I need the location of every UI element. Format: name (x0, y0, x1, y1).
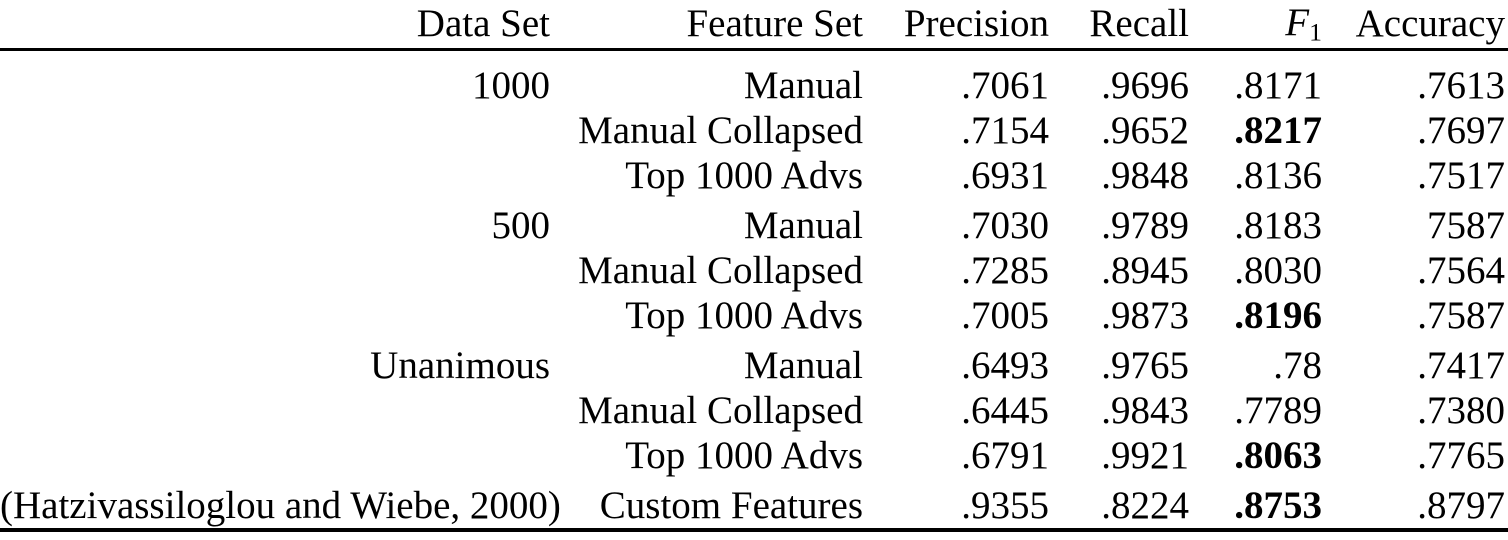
cell-accuracy: .7564 (1417, 248, 1505, 292)
cell-data-set (0, 388, 550, 433)
f1-subscript: 1 (1309, 17, 1322, 47)
cell-data-set (0, 433, 550, 478)
cell-f1: .8217 (1234, 108, 1322, 152)
table-row (0, 49, 1508, 108)
cell-f1: .8196 (1234, 293, 1322, 337)
cell-accuracy: .8797 (1417, 483, 1505, 527)
column-header-f1 (1189, 0, 1322, 49)
cell-precision: .9355 (961, 483, 1049, 527)
cell-feature-set: Manual Collapsed (578, 108, 863, 152)
cell-recall: .8945 (1101, 248, 1189, 292)
table-row (0, 478, 1508, 530)
cell-accuracy: .7517 (1417, 153, 1505, 197)
table-row (0, 388, 1508, 433)
table-row (0, 433, 1508, 478)
cell-feature-set: Custom Features (599, 483, 863, 527)
cell-precision: .6445 (961, 388, 1049, 432)
table-row (0, 198, 1508, 248)
cell-data-set: Unanimous (370, 343, 550, 387)
cell-accuracy: 7587 (1427, 203, 1505, 247)
cell-data-set (0, 293, 550, 338)
cell-feature-set: Manual (743, 343, 863, 387)
column-header-feature-set: Feature Set (550, 0, 863, 49)
cell-recall: .9652 (1101, 108, 1189, 152)
column-header-accuracy: Accuracy (1322, 0, 1508, 49)
cell-recall: .9843 (1101, 388, 1189, 432)
header-row (0, 0, 1508, 49)
cell-recall: .9921 (1101, 433, 1189, 477)
cell-f1: .7789 (1234, 388, 1322, 432)
cell-f1: .78 (1273, 343, 1322, 387)
cell-feature-set: Manual (743, 63, 863, 107)
cell-precision: .7030 (961, 203, 1049, 247)
cell-data-set (0, 153, 550, 198)
cell-f1: .8171 (1234, 63, 1322, 107)
cell-accuracy: .7417 (1417, 343, 1505, 387)
cell-feature-set: Top 1000 Advs (625, 153, 863, 197)
cell-f1: .8753 (1234, 483, 1322, 527)
table-row (0, 293, 1508, 338)
cell-accuracy: .7765 (1417, 433, 1505, 477)
cell-precision: .6791 (961, 433, 1049, 477)
table-row (0, 153, 1508, 198)
cell-precision: .7061 (961, 63, 1049, 107)
column-header-data-set: Data Set (0, 0, 550, 49)
cell-recall: .8224 (1101, 483, 1189, 527)
cell-accuracy: .7697 (1417, 108, 1505, 152)
cell-precision: .7285 (961, 248, 1049, 292)
cell-precision: .6493 (961, 343, 1049, 387)
column-header-precision: Precision (863, 0, 1049, 49)
cell-feature-set: Top 1000 Advs (625, 293, 863, 337)
cell-data-set: (Hatzivassiloglou and Wiebe, 2000) (0, 483, 561, 527)
f1-symbol: F (1285, 1, 1310, 44)
cell-accuracy: .7613 (1417, 63, 1505, 107)
cell-precision: .7154 (961, 108, 1049, 152)
cell-data-set (0, 108, 550, 153)
cell-feature-set: Manual (743, 203, 863, 247)
cell-feature-set: Manual Collapsed (578, 248, 863, 292)
cell-f1: .8063 (1234, 433, 1322, 477)
cell-recall: .9789 (1101, 203, 1189, 247)
cell-feature-set: Manual Collapsed (578, 388, 863, 432)
cell-data-set: 1000 (472, 63, 550, 107)
cell-recall: .9848 (1101, 153, 1189, 197)
cell-precision: .7005 (961, 293, 1049, 337)
column-header-recall: Recall (1049, 0, 1189, 49)
cell-f1: .8136 (1234, 153, 1322, 197)
table-row (0, 248, 1508, 293)
table-row (0, 338, 1508, 388)
cell-recall: .9696 (1101, 63, 1189, 107)
table-row (0, 108, 1508, 153)
cell-precision: .6931 (961, 153, 1049, 197)
cell-data-set (0, 248, 550, 293)
cell-accuracy: .7380 (1417, 388, 1505, 432)
cell-recall: .9765 (1101, 343, 1189, 387)
cell-feature-set: Top 1000 Advs (625, 433, 863, 477)
cell-f1: .8183 (1234, 203, 1322, 247)
cell-data-set: 500 (491, 203, 550, 247)
cell-recall: .9873 (1101, 293, 1189, 337)
cell-f1: .8030 (1234, 248, 1322, 292)
cell-accuracy: .7587 (1417, 293, 1505, 337)
